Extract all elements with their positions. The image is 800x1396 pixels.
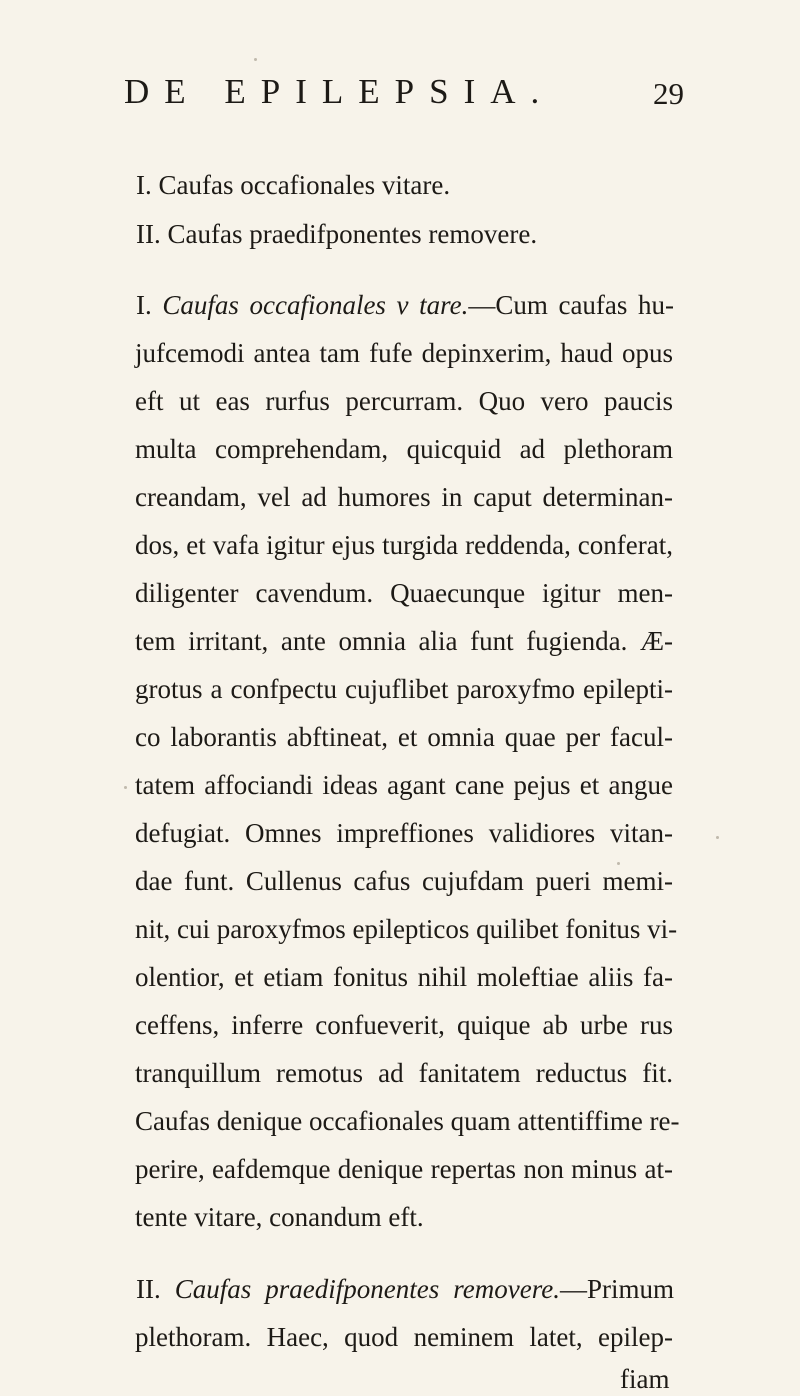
paragraph-line: multa comprehendam, quicquid ad plethoram <box>135 434 673 464</box>
running-title: DE EPILEPSIA. <box>124 72 555 111</box>
paper-speck <box>617 862 620 865</box>
paragraph-line: creandam, vel ad humores in caput determinan- <box>135 482 673 512</box>
paragraph-line: ceffens, inferre confueverit, quique ab urbe rus <box>135 1010 673 1040</box>
paragraph-line: —Cum caufas hu- <box>468 290 675 320</box>
paragraph-line: defugiat. Omnes impreffiones validiores vitan- <box>135 818 673 848</box>
paragraph-line: Caufas denique occafionales quam attentiffime re- <box>135 1106 680 1136</box>
section-heading: Caufas praedifponentes removere. <box>174 1274 560 1304</box>
list-item-number: II. <box>136 219 161 249</box>
section-number: II. <box>136 1274 161 1304</box>
paper-speck <box>124 786 127 789</box>
section-heading-line <box>136 1272 674 1306</box>
paragraph-line: grotus a confpectu cujuflibet paroxyfmo epilepti- <box>135 674 673 704</box>
catchword: fiam <box>620 1364 670 1394</box>
page-header <box>124 72 684 122</box>
list-item <box>136 217 537 251</box>
list-item-text: Caufas praedifponentes removere. <box>167 219 538 249</box>
page-number: 29 <box>653 76 684 111</box>
paragraph-line: co laborantis abftineat, et omnia quae per facul- <box>135 722 673 752</box>
list-item <box>136 168 450 202</box>
list-item-number: I. <box>136 170 152 200</box>
paragraph-line: diligenter cavendum. Quaecunque igitur men- <box>135 578 673 608</box>
list-item-text: Caufas occafionales vitare. <box>158 170 451 200</box>
section-number: I. <box>136 290 152 320</box>
paragraph-line: plethoram. Haec, quod neminem latet, epilep- <box>135 1322 673 1352</box>
paragraph-line: dae funt. Cullenus cafus cujufdam pueri memi- <box>135 866 673 896</box>
paragraph-line: olentior, et etiam fonitus nihil moleftiae aliis fa- <box>135 962 673 992</box>
paragraph-line: jufcemodi antea tam fufe depinxerim, haud opus <box>135 338 673 368</box>
paragraph-line: tranquillum remotus ad fanitatem reductus fit. <box>135 1058 673 1088</box>
paragraph-line: tem irritant, ante omnia alia funt fugienda. Æ- <box>135 626 673 656</box>
paragraph-line: perire, eafdemque denique repertas non minus at- <box>135 1154 673 1184</box>
paper-speck <box>716 836 719 839</box>
section-heading-line <box>136 288 674 322</box>
paragraph-line: tatem affociandi ideas agant cane pejus et angue <box>135 770 673 800</box>
paragraph-line: tente vitare, conandum eft. <box>135 1202 424 1232</box>
section-heading: Caufas occafionales v tare. <box>162 290 469 320</box>
paragraph-line: nit, cui paroxyfmos epilepticos quilibet fonitus vi- <box>135 914 678 944</box>
paragraph-line: dos, et vafa igitur ejus turgida reddenda, conferat, <box>135 530 673 560</box>
paper-speck <box>254 58 257 61</box>
paragraph-line: —Primum <box>560 1274 675 1304</box>
paragraph-line: eft ut eas rurfus percurram. Quo vero paucis <box>135 386 673 416</box>
